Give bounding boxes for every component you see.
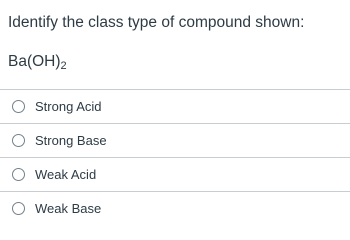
formula-base: Ba(OH) — [8, 53, 61, 70]
answer-label: Strong Base — [35, 132, 107, 148]
answer-list — [0, 89, 350, 225]
answer-option-weak-acid[interactable] — [0, 157, 350, 191]
answer-label: Weak Acid — [35, 166, 97, 182]
answer-option-strong-base[interactable] — [0, 123, 350, 157]
answer-option-weak-base[interactable] — [0, 191, 350, 225]
radio-button[interactable] — [12, 100, 25, 113]
question-prompt: Identify the class type of compound shown: — [8, 14, 305, 31]
answer-option-strong-acid[interactable] — [0, 89, 350, 123]
radio-button[interactable] — [12, 202, 25, 215]
answer-label: Strong Acid — [35, 98, 102, 114]
compound-formula — [8, 52, 67, 72]
radio-button[interactable] — [12, 168, 25, 181]
formula-subscript: 2 — [60, 60, 67, 72]
answer-label: Weak Base — [35, 200, 102, 216]
radio-button[interactable] — [12, 134, 25, 147]
